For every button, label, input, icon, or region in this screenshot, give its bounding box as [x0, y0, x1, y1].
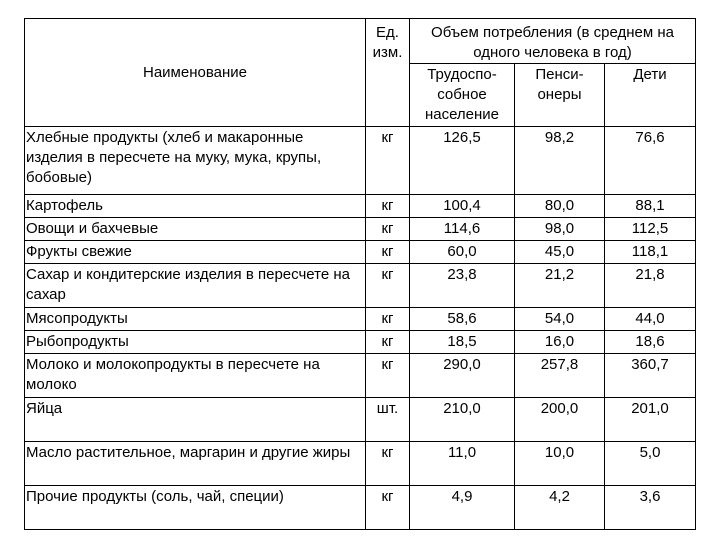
row-children: 76,6: [605, 127, 696, 195]
row-name: Мясопродукты: [25, 308, 366, 331]
row-children: 3,6: [605, 486, 696, 530]
header-children: Дети: [605, 64, 696, 127]
row-working: 18,5: [410, 331, 515, 354]
table-row: [25, 218, 696, 241]
row-pensioners: 257,8: [515, 354, 605, 398]
row-working: 290,0: [410, 354, 515, 398]
header-name: Наименование: [25, 19, 366, 127]
table-row: [25, 354, 696, 398]
row-unit: кг: [366, 486, 410, 530]
row-name: Хлебные продукты (хлеб и макаронные изделия в пересчете на муку, мука, крупы, бобовые): [25, 127, 366, 195]
row-children: 88,1: [605, 195, 696, 218]
row-children: 112,5: [605, 218, 696, 241]
table-row: [25, 398, 696, 442]
table-row: [25, 127, 696, 195]
row-children: 44,0: [605, 308, 696, 331]
row-working: 100,4: [410, 195, 515, 218]
row-name: Фрукты свежие: [25, 241, 366, 264]
row-working: 210,0: [410, 398, 515, 442]
row-working: 126,5: [410, 127, 515, 195]
row-working: 60,0: [410, 241, 515, 264]
row-name: Сахар и кондитерские изделия в пересчете на сахар: [25, 264, 366, 308]
header-consumption: Объем потребления (в среднем на одного человека в год): [410, 19, 696, 64]
row-name: Масло растительное, маргарин и другие жиры: [25, 442, 366, 486]
table-row: [25, 442, 696, 486]
row-unit: кг: [366, 127, 410, 195]
row-working: 114,6: [410, 218, 515, 241]
header-working: Трудоспо-собное население: [410, 64, 515, 127]
row-pensioners: 80,0: [515, 195, 605, 218]
row-name: Молоко и молокопродукты в пересчете на молоко: [25, 354, 366, 398]
row-unit: кг: [366, 308, 410, 331]
row-unit: кг: [366, 195, 410, 218]
row-pensioners: 45,0: [515, 241, 605, 264]
row-children: 118,1: [605, 241, 696, 264]
header-unit: Ед. изм.: [366, 19, 410, 127]
table-row: [25, 195, 696, 218]
row-pensioners: 54,0: [515, 308, 605, 331]
row-working: 58,6: [410, 308, 515, 331]
table-row: [25, 486, 696, 530]
row-pensioners: 4,2: [515, 486, 605, 530]
table-row: [25, 331, 696, 354]
row-unit: кг: [366, 264, 410, 308]
row-pensioners: 16,0: [515, 331, 605, 354]
row-unit: кг: [366, 241, 410, 264]
row-unit: кг: [366, 218, 410, 241]
row-children: 18,6: [605, 331, 696, 354]
table-row: [25, 264, 696, 308]
row-working: 11,0: [410, 442, 515, 486]
row-children: 360,7: [605, 354, 696, 398]
row-children: 21,8: [605, 264, 696, 308]
row-pensioners: 10,0: [515, 442, 605, 486]
header-row: [25, 19, 696, 64]
row-unit: кг: [366, 442, 410, 486]
consumption-table: [24, 18, 696, 530]
row-pensioners: 200,0: [515, 398, 605, 442]
header-pensioners: Пенси-онеры: [515, 64, 605, 127]
row-name: Овощи и бахчевые: [25, 218, 366, 241]
row-name: Рыбопродукты: [25, 331, 366, 354]
row-name: Яйца: [25, 398, 366, 442]
row-working: 23,8: [410, 264, 515, 308]
row-working: 4,9: [410, 486, 515, 530]
row-name: Картофель: [25, 195, 366, 218]
row-children: 5,0: [605, 442, 696, 486]
row-unit: кг: [366, 354, 410, 398]
row-pensioners: 98,2: [515, 127, 605, 195]
row-pensioners: 21,2: [515, 264, 605, 308]
table-body: [25, 127, 696, 530]
row-pensioners: 98,0: [515, 218, 605, 241]
table-row: [25, 308, 696, 331]
table-row: [25, 241, 696, 264]
row-unit: кг: [366, 331, 410, 354]
row-unit: шт.: [366, 398, 410, 442]
row-children: 201,0: [605, 398, 696, 442]
row-name: Прочие продукты (соль, чай, специи): [25, 486, 366, 530]
